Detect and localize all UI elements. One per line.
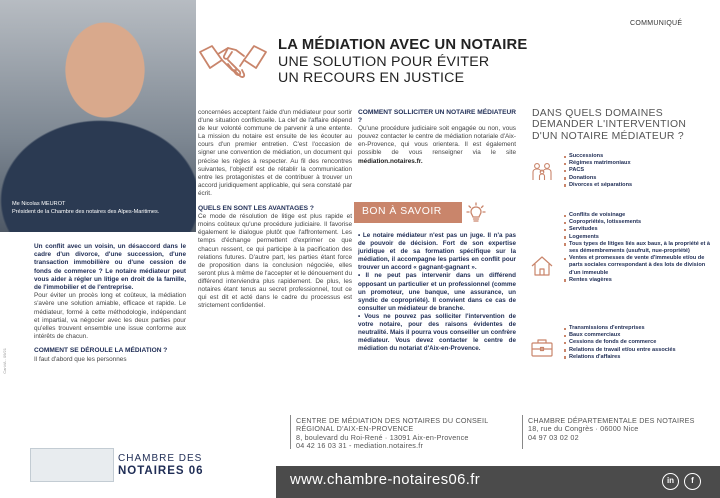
mediation-center-address <box>296 417 526 451</box>
solliciter-text: Qu'une procédure judiciaire soit engagée ou non, vous pouvez contacter le centre de médiation notariale d'Aix-en-Provence, qui vous orientera. Il est également possible de vous renseigner via le site <box>358 125 516 157</box>
heading-avantages: QUELS EN SONT LES AVANTAGES ? <box>198 205 314 213</box>
savoir-bullet-1: • Le notaire médiateur n'est pas un juge. Il n'a pas de pouvoir de décision. Fort de son expertise juridique et de sa formation spécifique sur la médiation, il accompagne les parties en conflit pour trouver un accord « gagnant-gagnant ». <box>358 232 516 272</box>
briefcase-icon <box>530 336 554 360</box>
famille-item: Régimes matrimoniaux <box>564 160 714 167</box>
caption-name: Me Nicolas MEUROT <box>12 201 66 207</box>
famille-item: Donations <box>564 175 714 182</box>
domaines-title-line-2: DEMANDER L'INTERVENTION <box>532 119 687 131</box>
domaines-title-line-3: D'UN NOTAIRE MÉDIATEUR ? <box>532 130 684 142</box>
portrait-photo <box>0 0 196 232</box>
heading-solliciter: COMMENT SOLLICITER UN NOTAIRE MÉDIATEUR ? <box>358 109 516 125</box>
intro-column <box>34 243 186 364</box>
chambre-line-1: CHAMBRE DÉPARTEMENTALE DES NOTAIRES <box>528 416 695 425</box>
famille-item: PACS <box>564 167 714 174</box>
house-icon <box>530 254 554 278</box>
center-line-3: 8, boulevard du Roi-René · 13091 Aix-en-Provence <box>296 432 469 442</box>
photo-caption <box>12 201 190 216</box>
title-line-1: LA MÉDIATION AVEC UN NOTAIRE <box>278 37 528 53</box>
chambre-line-2: 18, rue du Congrès · 06000 Nice <box>528 424 639 434</box>
caption-role: Président de la Chambre des notaires des Alpes-Maritimes. <box>12 208 160 215</box>
savoir-bullet-3: • Vous ne pouvez pas solliciter l'intervention de votre notaire, pour des raisons évidentes de neutralité. Mais il pourra vous conseiller un confrère médiateur. Vous devez contacter le centre de médiation du notariat d'Aix-en-Provence. <box>358 312 516 353</box>
family-icon <box>530 160 554 184</box>
logo-text-line-1: CHAMBRE DES <box>118 453 203 464</box>
famille-item: Divorces et séparations <box>564 182 714 189</box>
domaine-entreprise <box>564 325 714 361</box>
immobilier-item: Copropriétés, lotissements <box>564 219 714 226</box>
center-line-1: CENTRE DE MÉDIATION DES NOTAIRES DU CONSEIL <box>296 416 489 425</box>
immobilier-item: Logements <box>564 234 714 241</box>
heading-deroule: COMMENT SE DÉROULE LA MÉDIATION ? <box>34 347 168 355</box>
bon-a-savoir-banner: BON À SAVOIR <box>354 202 462 223</box>
chambre-line-3: 04 97 03 02 02 <box>528 432 579 442</box>
col2-paragraph-2: Ce mode de résolution de litige est plus rapide et moins coûteux qu'une procédure judiciaire. Il favorise également le dialogue plutôt que l'affrontement. Les temps d'échange permettent d'exprimer ce que chacun ressent, ce qui participe à la pacification des relations futures. D'autre part, les parties étant force de proposition dans la conclusion négociée, elles seront plus à même de l'accepter et le dénouement du différend interviendra plus rapidement. De plus, les notaires étant tenus au secret professionnel, tout ce qui est dit et acté dans le cadre du processus est strictement confidentiel. <box>198 213 352 310</box>
bon-a-savoir-text <box>358 232 516 353</box>
entreprise-item: Transmissions d'entreprises <box>564 325 714 332</box>
website-url[interactable]: www.chambre-notaires06.fr <box>290 472 481 488</box>
immobilier-item: Servitudes <box>564 226 714 233</box>
intro-lead: Un conflit avec un voisin, un désaccord dans le cadre d'un divorce, d'une succession, d'une transaction immobilière ou d'une cession de fonds de commerce ? Le notaire médiateur peut vous aider à régler un litige en droit de la famille, de l'immobilier et de l'entreprise. <box>34 243 186 292</box>
facebook-icon[interactable]: f <box>684 473 701 490</box>
communique-label: COMMUNIQUÉ <box>630 20 683 27</box>
intro-body: Pour éviter un procès long et coûteux, la médiation s'avère une solution amiable, efficace et rapide. Le médiateur, formé à cette méthodologie, indépendant et impartial, va négocier avec les deux parties pour qu'elles trouvent ensemble une issue conforme aux intérêts de chacun. <box>34 292 186 341</box>
entreprise-item: Relations d'affaires <box>564 354 714 361</box>
col2-paragraph-1: concernées acceptent l'aide d'un médiateur pour sortir d'une situation conflictuelle. La clef de l'affaire dépend de leur volonté commune de parvenir à une entente. La mission du notaire est ensuite de les écouter au cours d'un premier entretien. C'est l'occasion de signer une convention de médiation, un document qui précise les règles à respecter. Au fil des rencontres suivantes, l'objectif est de rétablir la communication entre les protagonistes et de contribuer à trouver un accord juridiquement applicable, qui sera constaté par écrit. <box>198 109 352 197</box>
entreprise-item: Relations de travail et/ou entre associés <box>564 347 714 354</box>
domaine-famille <box>564 153 714 189</box>
lightbulb-icon <box>466 202 486 224</box>
immobilier-item: Ventes et promesses de vente d'immeuble et/ou de parts sociales correspondant à des lots de division d'un immeuble <box>564 255 714 277</box>
immobilier-item: Tous types de litiges liés aux baux, à la propriété et à ses démembrements (usufruit, nue-propriété) <box>564 241 714 255</box>
col3-paragraph-1 <box>358 125 516 165</box>
column-2 <box>198 109 352 310</box>
footer-divider-1 <box>290 415 291 449</box>
linkedin-icon[interactable]: in <box>662 473 679 490</box>
title-line-3: UN RECOURS EN JUSTICE <box>278 70 465 86</box>
domaine-immobilier <box>564 212 714 284</box>
immobilier-item: Rentes viagères <box>564 277 714 284</box>
famille-item: Successions <box>564 153 714 160</box>
immobilier-item: Conflits de voisinage <box>564 212 714 219</box>
deroule-start: Il faut d'abord que les personnes <box>34 355 127 363</box>
center-line-4: 04 42 16 03 31 - mediation.notaires.fr <box>296 441 424 451</box>
photo-credit: CanVA - 09/21 <box>2 348 7 374</box>
center-line-2: RÉGIONAL D'AIX-EN-PROVENCE <box>296 424 414 434</box>
domaines-title-line-1: DANS QUELS DOMAINES <box>532 108 663 119</box>
domaines-title <box>532 108 712 142</box>
site-link[interactable]: médiation.notaires.fr. <box>358 157 423 165</box>
chambre-logo-image <box>30 448 114 482</box>
entreprise-item: Cessions de fonds de commerce <box>564 339 714 346</box>
handshake-icon <box>198 34 268 86</box>
savoir-bullet-2: • Il ne peut pas intervenir dans un différend opposant un particulier et un professionnel (comme un promoteur, une banque, une assurance, un syndic de copropriété). Il convient dans ce cas de consulter un médiateur de branche. <box>358 272 516 312</box>
title-line-2: UNE SOLUTION POUR ÉVITER <box>278 54 490 70</box>
chambre-address <box>528 417 718 442</box>
footer-divider-2 <box>522 415 523 449</box>
entreprise-item: Baux commerciaux <box>564 332 714 339</box>
column-3 <box>358 109 516 166</box>
logo-text-line-2: NOTAIRES 06 <box>118 465 204 477</box>
